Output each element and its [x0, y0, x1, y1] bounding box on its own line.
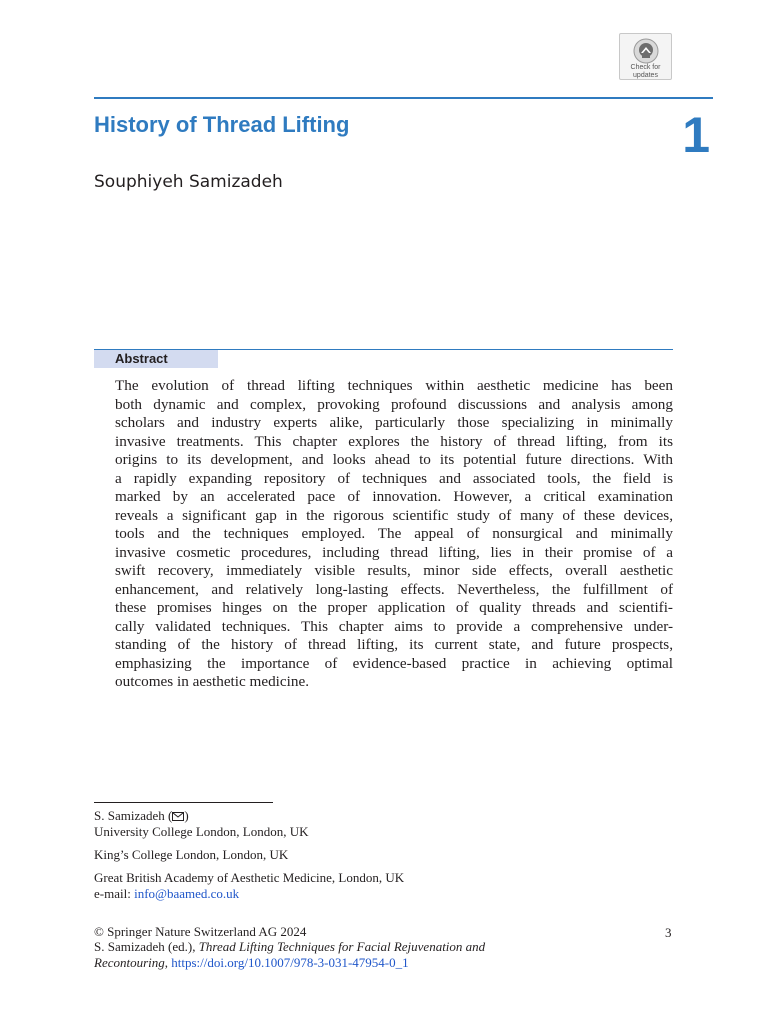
abstract-line: origins to its development, and looks ahead to its potential future directions. With — [115, 451, 673, 468]
badge-line-1: Check for — [630, 64, 661, 71]
abstract-line: reveals a significant gap in the rigorous scientific study of many of these devices, — [115, 506, 673, 524]
abstract-line: outcomes in aesthetic medicine. — [115, 673, 309, 690]
citation-editor: S. Samizadeh (ed.), — [94, 939, 199, 954]
abstract-line: tools and the techniques employed. The appeal of nonsurgical and minimally — [115, 525, 673, 542]
abstract-line: The evolution of thread lifting techniques within aesthetic medicine has been — [115, 377, 673, 394]
book-title-part-2: Recontouring — [94, 955, 165, 970]
copyright-line: © Springer Nature Switzerland AG 2024 — [94, 924, 307, 939]
email-label: e-mail: — [94, 886, 135, 901]
chapter-number: 1 — [682, 107, 710, 163]
footnote-email-line — [94, 886, 239, 902]
abstract-line: cally validated techniques. This chapter aims to provide a comprehensive under- — [115, 617, 673, 635]
abstract-line: these promises hinges on the proper application of quality threads and scientifi- — [115, 599, 673, 616]
check-for-updates-icon — [633, 38, 659, 64]
citation-separator: , — [164, 955, 172, 970]
envelope-icon — [172, 812, 184, 821]
abstract-heading: Abstract — [94, 350, 218, 368]
abstract-line: scholars and industry experts alike, particularly those specializing in minimally — [115, 414, 673, 431]
abstract-line: invasive treatments. This chapter explores the history of thread lifting, from its — [115, 432, 673, 450]
abstract-line: emphasizing the importance of evidence-based practice in achieving optimal — [115, 654, 673, 672]
abstract-line: enhancement, and relatively long-lasting effects. Nevertheless, the fulfillment of — [115, 580, 673, 598]
footnote-affiliation-1: University College London, London, UK — [94, 824, 309, 839]
footnote-affiliation-2: King’s College London, London, UK — [94, 847, 289, 862]
chapter-title: History of Thread Lifting — [94, 112, 350, 137]
author-name: Souphiyeh Samizadeh — [94, 172, 283, 192]
citation-line-1 — [94, 939, 485, 955]
header-rule — [94, 97, 713, 99]
page-number: 3 — [665, 925, 672, 940]
check-for-updates-badge[interactable] — [619, 33, 672, 80]
footnote-author — [94, 808, 189, 824]
badge-line-2: updates — [633, 71, 658, 79]
footnote-author-close: ) — [184, 808, 189, 823]
doi-link[interactable]: https://doi.org/10.1007/978-3-031-47954-0_1 — [171, 955, 409, 970]
footnote-affiliation-3: Great British Academy of Aesthetic Medicine, London, UK — [94, 870, 405, 885]
citation-line-2 — [94, 955, 409, 971]
abstract-line: both dynamic and complex, provoking profound discussions and analysis among — [115, 395, 673, 413]
footnote-author-name: S. Samizadeh ( — [94, 808, 173, 823]
abstract-line: standing of the history of thread lifting, its current state, and future prospects, — [115, 636, 673, 653]
abstract-line: swift recovery, immediately visible results, minor side effects, overall aesthetic — [115, 562, 673, 579]
email-link[interactable]: info@baamed.co.uk — [134, 886, 240, 901]
footnote-rule — [94, 802, 273, 803]
abstract-line: marked by an accelerated pace of innovation. However, a critical examination — [115, 488, 673, 505]
book-title-part-1: Thread Lifting Techniques for Facial Rejuvenation and — [198, 939, 486, 954]
abstract-line: invasive cosmetic procedures, including thread lifting, lies in their promise of a — [115, 543, 673, 561]
abstract-line: a rapidly expanding repository of techniques and associated tools, the field is — [115, 469, 673, 487]
abstract-body — [115, 377, 673, 692]
